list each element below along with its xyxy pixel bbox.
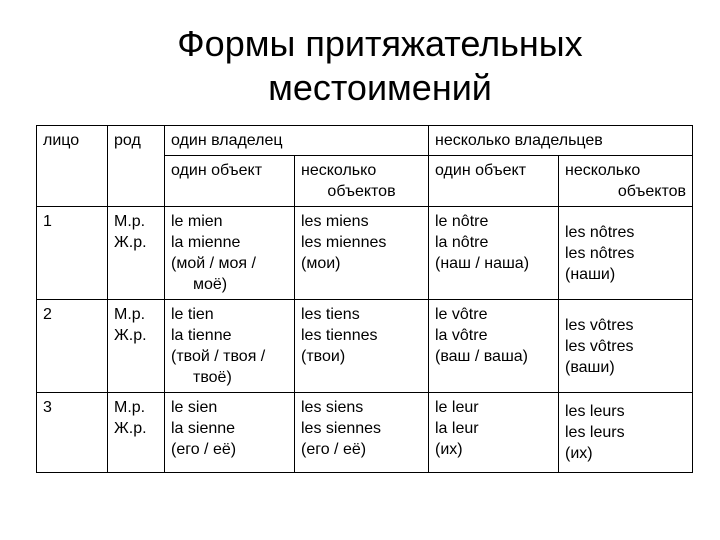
cell-many-owners-one-object — [429, 207, 559, 300]
translation: (их) — [435, 441, 463, 458]
form-masc: les leurs — [565, 403, 625, 420]
pronoun-table — [36, 125, 693, 473]
form-fem: la sienne — [171, 420, 236, 437]
cell-one-owner-one-object — [165, 207, 295, 300]
translation: (твой / твоя / — [171, 348, 266, 365]
form-fem: les leurs — [565, 424, 625, 441]
form-masc: les nôtres — [565, 223, 635, 241]
row-gender — [108, 207, 165, 300]
cell-one-owner-many-objects — [295, 300, 429, 393]
form-fem: la vôtre — [435, 327, 488, 344]
form-fem: les tiennes — [301, 327, 378, 344]
title-line-1: Формы притяжательных — [177, 23, 583, 64]
header-many-objects-l1: несколько — [301, 162, 377, 179]
form-masc: les vôtres — [565, 316, 634, 334]
header-one-object-2 — [429, 156, 559, 207]
table-row — [37, 207, 693, 300]
gender-masc: М.р. — [114, 306, 146, 323]
cell-one-owner-many-objects — [295, 207, 429, 300]
form-masc: le tien — [171, 306, 214, 323]
header-one-owner: один владелец — [165, 126, 429, 156]
translation: (наши) — [565, 265, 616, 283]
form-fem: les vôtres — [565, 337, 634, 355]
form-masc: le leur — [435, 399, 479, 416]
table-row — [37, 300, 693, 393]
title-line-2: местоимений — [268, 67, 492, 108]
form-fem: les miennes — [301, 234, 387, 251]
header-one-object-1 — [165, 156, 295, 207]
translation-cont: моё) — [193, 276, 228, 293]
gender-masc: М.р. — [114, 213, 146, 230]
translation: (мои) — [301, 255, 341, 272]
form-fem: la nôtre — [435, 234, 489, 251]
form-fem: les nôtres — [565, 244, 635, 262]
header-many-objects-l2-2: объектов — [617, 183, 686, 200]
row-person: 1 — [37, 207, 108, 300]
header-one-object-label-2: один объект — [435, 162, 527, 179]
header-many-objects-2 — [559, 156, 693, 207]
header-row-1 — [37, 126, 693, 156]
translation: (его / её) — [301, 441, 367, 458]
cell-many-owners-many-objects — [559, 300, 693, 393]
header-many-owners: несколько владельцев — [429, 126, 693, 156]
form-masc: le nôtre — [435, 213, 489, 230]
cell-one-owner-many-objects — [295, 393, 429, 473]
translation: (их) — [565, 445, 593, 462]
header-one-object-label: один объект — [171, 162, 263, 179]
cell-many-owners-many-objects — [559, 207, 693, 300]
translation: (наш / наша) — [435, 255, 530, 272]
form-masc: les tiens — [301, 306, 360, 323]
row-person: 2 — [37, 300, 108, 393]
translation-cont: твоё) — [193, 369, 232, 386]
header-person: лицо — [37, 126, 108, 207]
gender-masc: М.р. — [114, 399, 146, 416]
form-fem: la tienne — [171, 327, 232, 344]
gender-fem: Ж.р. — [114, 327, 147, 344]
translation: (твои) — [301, 348, 346, 365]
translation: (его / её) — [171, 441, 237, 458]
table-row — [37, 393, 693, 473]
cell-one-owner-one-object — [165, 300, 295, 393]
header-many-objects-l2: объектов — [327, 183, 396, 200]
cell-many-owners-one-object — [429, 300, 559, 393]
header-many-objects-1 — [295, 156, 429, 207]
row-gender — [108, 300, 165, 393]
header-many-objects-l1-2: несколько — [565, 162, 641, 179]
page-title — [0, 22, 720, 110]
form-masc: les siens — [301, 399, 364, 416]
translation: (ваши) — [565, 358, 615, 376]
header-gender: род — [108, 126, 165, 207]
form-masc: le sien — [171, 399, 218, 416]
cell-one-owner-one-object — [165, 393, 295, 473]
translation: (ваш / ваша) — [435, 348, 528, 365]
row-gender — [108, 393, 165, 473]
gender-fem: Ж.р. — [114, 420, 147, 437]
row-person: 3 — [37, 393, 108, 473]
cell-many-owners-one-object — [429, 393, 559, 473]
form-masc: les miens — [301, 213, 369, 230]
gender-fem: Ж.р. — [114, 234, 147, 251]
translation: (мой / моя / — [171, 255, 256, 272]
form-fem: la mienne — [171, 234, 241, 251]
form-fem: les siennes — [301, 420, 382, 437]
form-fem: la leur — [435, 420, 479, 437]
form-masc: le mien — [171, 213, 223, 230]
cell-many-owners-many-objects — [559, 393, 693, 473]
form-masc: le vôtre — [435, 306, 488, 323]
